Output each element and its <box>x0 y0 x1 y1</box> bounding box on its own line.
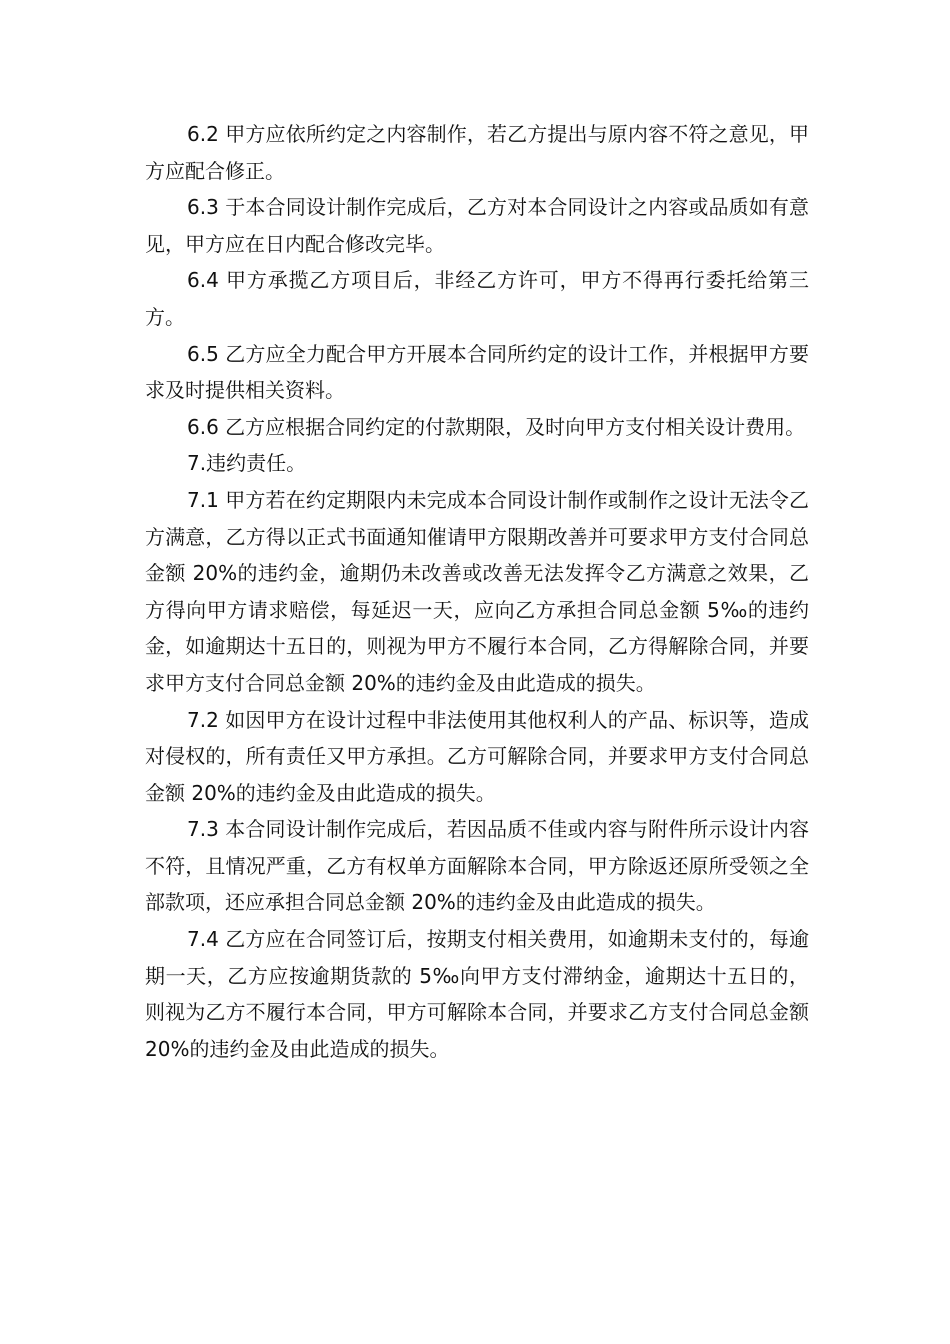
clause-7-3: 7.3 本合同设计制作完成后，若因品质不佳或内容与附件所示设计内容不符，且情况严重，乙方有权单方面解除本合同，甲方除返还原所受领之全部款项，还应承担合同总金额 20%的违约金及由此造成的损失。 <box>145 817 809 915</box>
clause-6-4: 6.4 甲方承揽乙方项目后，非经乙方许可，甲方不得再行委托给第三方。 <box>145 268 809 329</box>
clause-7-2: 7.2 如因甲方在设计过程中非法使用其他权利人的产品、标识等，造成对侵权的，所有责任又甲方承担。乙方可解除合同，并要求甲方支付合同总金额 20%的违约金及由此造成的损失。 <box>145 707 809 805</box>
clause-6-2: 6.2 甲方应依所约定之内容制作，若乙方提出与原内容不符之意见，甲方应配合修正。 <box>145 122 809 183</box>
clause-6-6: 6.6 乙方应根据合同约定的付款期限，及时向甲方支付相关设计费用。 <box>187 414 806 439</box>
document-body <box>145 116 809 1067</box>
clause-7-4: 7.4 乙方应在合同签订后，按期支付相关费用，如逾期未支付的，每逾期一天，乙方应按逾期货款的 5‰向甲方支付滞纳金，逾期达十五日的，则视为乙方不履行本合同，甲方可解除本合同，并要求乙方支付合同总金额 20%的违约金及由此造成的损失。 <box>145 927 809 1061</box>
section-heading-7: 7.违约责任。 <box>187 451 307 476</box>
clause-6-3: 6.3 于本合同设计制作完成后，乙方对本合同设计之内容或品质如有意见，甲方应在日内配合修改完毕。 <box>145 195 809 256</box>
clause-6-5: 6.5 乙方应全力配合甲方开展本合同所约定的设计工作，并根据甲方要求及时提供相关资料。 <box>145 341 809 403</box>
clause-7-1: 7.1 甲方若在约定期限内未完成本合同设计制作或制作之设计无法令乙方满意，乙方得以正式书面通知催请甲方限期改善并可要求甲方支付合同总金额 20%的违约金，逾期仍未改善或改善无法发挥令乙方满意之效果，乙方得向甲方请求赔偿，每延迟一天，应向乙方承担合同总金额 5‰的违约金，如逾期达十五日的，则视为甲方不履行本合同，乙方得解除合同，并要求甲方支付合同总金额 20%的违约金及由此造成的损失。 <box>145 487 809 695</box>
